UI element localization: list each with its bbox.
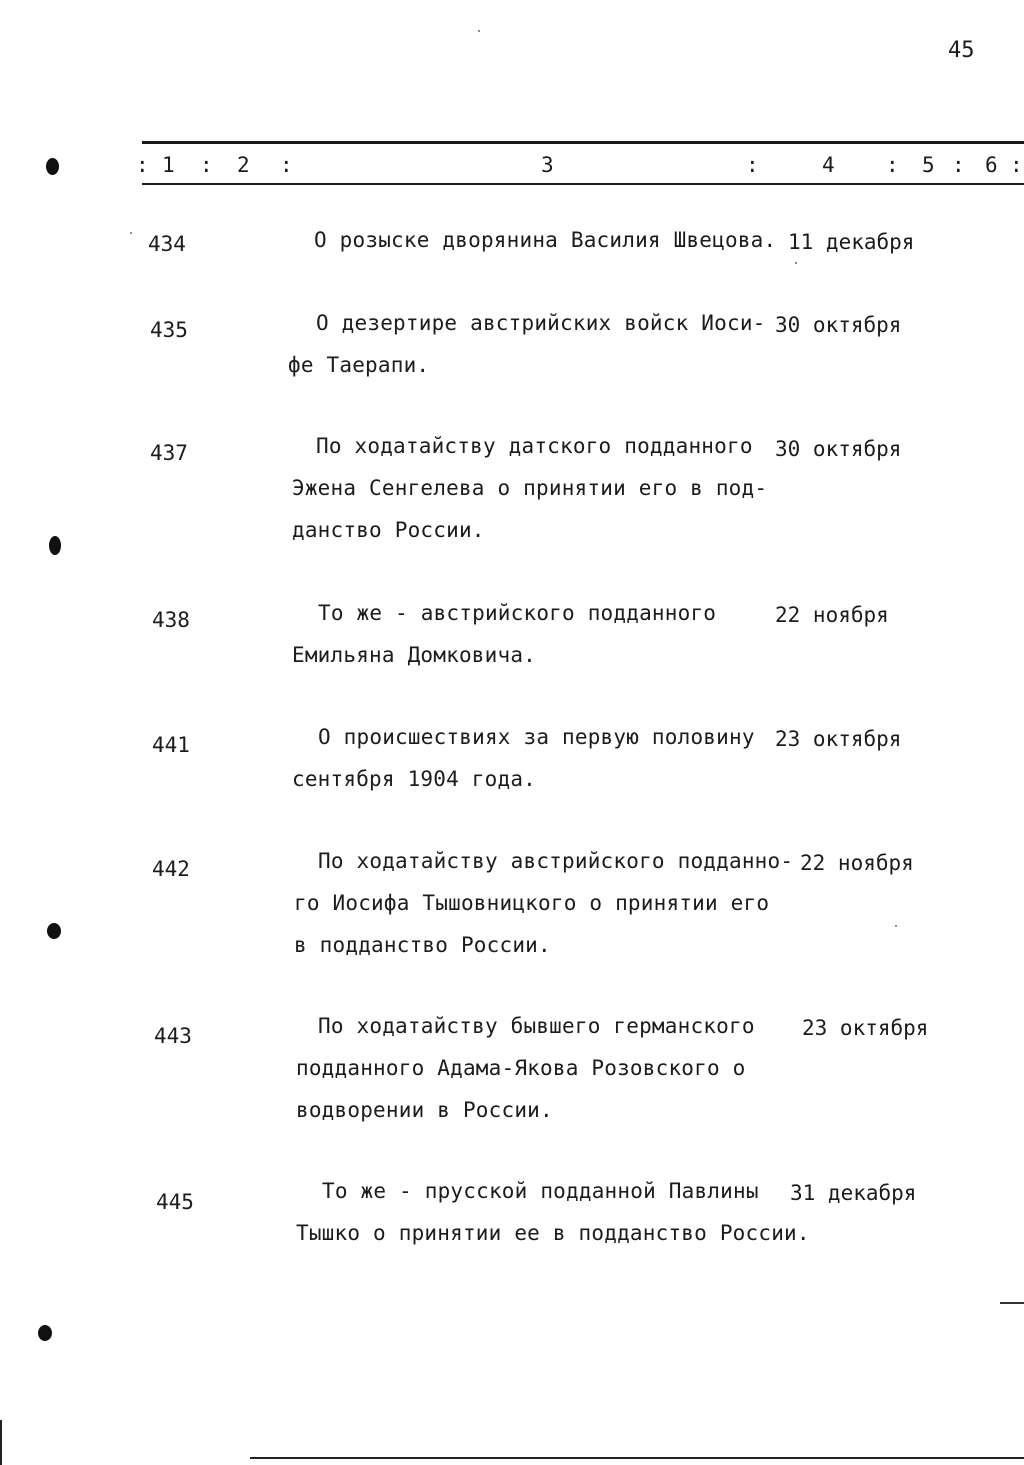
entry-text-line: То же - прусской подданной Павлины (322, 1179, 759, 1203)
header-separator: : (280, 153, 293, 177)
entry-date: 22 ноября (775, 603, 889, 627)
punch-hole-mark (46, 158, 59, 175)
scan-speck (478, 30, 480, 32)
entry-text-line: го Иосифа Тышовницкого о принятии его (294, 891, 770, 915)
header-col-1: 1 (162, 153, 175, 177)
entry-number: 434 (148, 232, 186, 256)
scan-speck (795, 262, 797, 264)
entry-text-line: О дезертире австрийских войск Иоси- (316, 311, 766, 335)
entry-text-line: То же - австрийского подданного (318, 601, 717, 625)
header-col-5: 5 (922, 153, 935, 177)
entry-number: 442 (152, 857, 190, 881)
header-separator: : (886, 153, 899, 177)
entry-date: 30 октября (775, 313, 902, 337)
entry-date: 22 ноября (800, 851, 914, 875)
header-separator: : (746, 153, 759, 177)
header-separator: : (200, 153, 213, 177)
entry-text-line: водворении в России. (296, 1098, 553, 1122)
scan-edge-mark (1000, 1302, 1024, 1304)
entry-number: 435 (150, 318, 188, 342)
entry-number: 441 (152, 733, 190, 757)
entry-date: 11 декабря (788, 230, 915, 254)
entry-number: 438 (152, 608, 190, 632)
entry-text-line: данство России. (292, 518, 485, 542)
entry-text-line: По ходатайству датского подданного (316, 434, 753, 458)
entry-date: 31 декабря (790, 1181, 917, 1205)
header-rule-top (142, 141, 1024, 144)
entry-date: 23 октября (802, 1016, 929, 1040)
header-separator: : (136, 153, 149, 177)
entry-date: 23 октября (775, 727, 902, 751)
header-col-6: 6 (985, 153, 998, 177)
entry-text-line: О происшествиях за первую половину (318, 725, 755, 749)
scan-margin-line (0, 1420, 2, 1465)
entry-date: 30 октября (775, 437, 902, 461)
entry-text-line: О розыске дворянина Василия Швецова. (314, 228, 777, 252)
page-bottom-rule (250, 1457, 1024, 1459)
entry-number: 437 (150, 441, 188, 465)
header-separator: : (1010, 153, 1023, 177)
punch-hole-mark (38, 1325, 52, 1341)
punch-hole-mark (49, 536, 61, 555)
entry-text-line: Емильяна Домковича. (292, 643, 537, 667)
scan-speck (130, 232, 132, 234)
punch-hole-mark (47, 923, 61, 939)
header-col-3: 3 (541, 153, 554, 177)
entry-text-line: фе Таерапи. (288, 353, 430, 377)
page-number: 45 (948, 38, 975, 63)
entry-number: 445 (156, 1190, 194, 1214)
entry-text-line: По ходатайству бывшего германского (318, 1014, 755, 1038)
header-col-2: 2 (237, 153, 250, 177)
entry-text-line: подданного Адама-Якова Розовского о (296, 1056, 746, 1080)
entry-text-line: Тышко о принятии ее в подданство России. (296, 1221, 810, 1245)
entry-text-line: в подданство России. (294, 933, 551, 957)
entry-number: 443 (154, 1024, 192, 1048)
header-rule-bottom (142, 183, 1024, 185)
entry-text-line: сентября 1904 года. (292, 767, 537, 791)
header-col-4: 4 (822, 153, 835, 177)
scan-speck (895, 925, 897, 927)
header-separator: : (952, 153, 965, 177)
entry-text-line: Эжена Сенгелева о принятии его в под- (292, 476, 768, 500)
entry-text-line: По ходатайству австрийского подданно- (318, 849, 794, 873)
